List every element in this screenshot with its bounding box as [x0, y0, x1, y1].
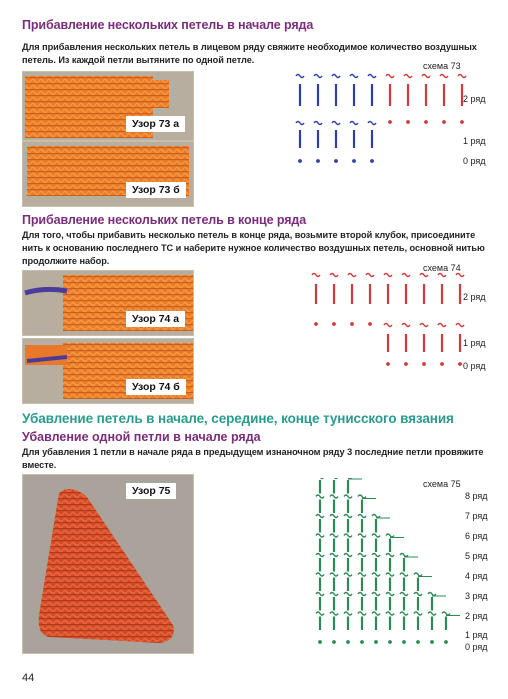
stitch-tilde [368, 122, 376, 125]
chain-dot [318, 640, 322, 644]
stitch-tilde [332, 122, 340, 125]
stitch-tilde [400, 573, 408, 576]
stitch-tilde [368, 75, 376, 78]
photo-74a-label: Узор 74 а [126, 311, 185, 327]
stitch-tilde [400, 612, 408, 615]
stitch-tilde [366, 274, 374, 277]
chain-dot [332, 322, 336, 326]
stitch-tilde [458, 75, 466, 78]
chain-dot [386, 362, 390, 366]
chain-dot [360, 640, 364, 644]
stitch-tilde [456, 324, 464, 327]
schema-73-label: схема 73 [423, 61, 461, 71]
stitch-tilde [400, 554, 408, 557]
stitch-tilde [358, 573, 366, 576]
stitch-tilde [372, 554, 380, 557]
photo-pattern-73a [22, 71, 194, 141]
stitch-tilde [314, 75, 322, 78]
chain-dot [350, 322, 354, 326]
chain-dot [442, 120, 446, 124]
chain-dot [314, 322, 318, 326]
stitch-tilde [350, 122, 358, 125]
schema-75-label: схема 75 [423, 479, 461, 489]
stitch-tilde [330, 593, 338, 596]
stitch-tilde [296, 122, 304, 125]
stitch-tilde [384, 274, 392, 277]
schema-75-diagram [300, 478, 470, 653]
stitch-tilde [316, 495, 324, 498]
stitch-tilde [316, 593, 324, 596]
photo-75-label: Узор 75 [126, 483, 176, 499]
chain-dot [416, 640, 420, 644]
stitch-tilde [358, 495, 366, 498]
stitch-tilde [440, 75, 448, 78]
stitch-tilde [316, 534, 324, 537]
stitch-tilde [372, 593, 380, 596]
stitch-tilde [438, 324, 446, 327]
photo-73b-label: Узор 73 б [126, 182, 186, 198]
section-2-heading: Прибавление нескольких петель в конце ряда [22, 213, 307, 227]
schema-73-row-2: 2 ряд [463, 94, 486, 104]
section-3-text: Для убавления 1 петли в начале ряда в предыдущем изнаночном ряду 3 последние петли провяжите вместе. [22, 447, 484, 470]
stitch-tilde [344, 612, 352, 615]
chain-dot [444, 640, 448, 644]
chain-dot [334, 159, 338, 163]
chain-dot [374, 640, 378, 644]
chain-dot [352, 159, 356, 163]
schema-74-label: схема 74 [423, 263, 461, 273]
stitch-tilde [316, 573, 324, 576]
stitch-tilde [330, 515, 338, 518]
chain-dot [316, 159, 320, 163]
chain-dot [368, 322, 372, 326]
stitch-tilde [386, 75, 394, 78]
chain-dot [388, 120, 392, 124]
stitch-tilde [344, 573, 352, 576]
photo-pattern-74a [22, 270, 194, 336]
stitch-tilde [358, 612, 366, 615]
stitch-tilde [384, 324, 392, 327]
stitch-tilde [316, 478, 324, 479]
schema-73-row-1: 1 ряд [463, 136, 486, 146]
stitch-tilde [330, 274, 338, 277]
stitch-tilde [414, 573, 422, 576]
chain-dot [430, 640, 434, 644]
knit-swatch-75 [23, 475, 194, 654]
stitch-tilde [358, 593, 366, 596]
stitch-tilde [438, 274, 446, 277]
stitch-tilde [344, 478, 352, 479]
stitch-tilde [422, 75, 430, 78]
schema-74-diagram [290, 262, 505, 377]
section-1-text: Для прибавления нескольких петель в лицевом ряду свяжите необходимое количество воздушных петель. Из каждой петли вытяните по одной петле. [22, 42, 477, 65]
stitch-tilde [386, 534, 394, 537]
schema-75-row-0: 0 ряд [465, 642, 488, 652]
stitch-tilde [316, 612, 324, 615]
schema-73-diagram [290, 60, 505, 170]
stitch-tilde [372, 612, 380, 615]
stitch-tilde [332, 75, 340, 78]
chain-dot [298, 159, 302, 163]
photo-74b-label: Узор 74 б [126, 379, 186, 395]
stitch-tilde [386, 612, 394, 615]
stitch-tilde [344, 515, 352, 518]
stitch-tilde [442, 612, 450, 615]
schema-74-row-2: 2 ряд [463, 292, 486, 302]
stitch-tilde [420, 324, 428, 327]
stitch-tilde [372, 534, 380, 537]
stitch-tilde [402, 324, 410, 327]
photo-73a-label: Узор 73 а [126, 116, 185, 132]
schema-75-row-7: 7 ряд [465, 511, 488, 521]
photo-pattern-73b [22, 141, 194, 207]
stitch-tilde [400, 593, 408, 596]
stitch-tilde [428, 612, 436, 615]
stitch-tilde [456, 274, 464, 277]
schema-75-row-8: 8 ряд [465, 491, 488, 501]
stitch-tilde [312, 274, 320, 277]
schema-75-row-2: 2 ряд [465, 611, 488, 621]
stitch-tilde [386, 554, 394, 557]
chain-dot [440, 362, 444, 366]
stitch-tilde [372, 573, 380, 576]
stitch-tilde [414, 593, 422, 596]
stitch-tilde [330, 478, 338, 479]
chain-dot [460, 120, 464, 124]
stitch-tilde [348, 274, 356, 277]
chain-dot [332, 640, 336, 644]
photo-pattern-75 [22, 474, 194, 654]
stitch-tilde [330, 534, 338, 537]
chain-dot [406, 120, 410, 124]
stitch-tilde [372, 515, 380, 518]
stitch-tilde [344, 534, 352, 537]
stitch-tilde [330, 554, 338, 557]
stitch-tilde [296, 75, 304, 78]
stitch-tilde [358, 534, 366, 537]
stitch-tilde [344, 495, 352, 498]
stitch-tilde [428, 593, 436, 596]
stitch-tilde [316, 554, 324, 557]
stitch-tilde [358, 515, 366, 518]
schema-75-row-5: 5 ряд [465, 551, 488, 561]
chain-dot [422, 362, 426, 366]
stitch-tilde [386, 593, 394, 596]
stitch-tilde [344, 554, 352, 557]
chain-dot [404, 362, 408, 366]
stitch-tilde [404, 75, 412, 78]
stitch-tilde [414, 612, 422, 615]
stitch-tilde [314, 122, 322, 125]
section-3-heading: Убавление петель в начале, середине, конце тунисского вязания [22, 411, 454, 426]
stitch-tilde [386, 573, 394, 576]
schema-74-row-0: 0 ряд [463, 361, 486, 371]
stitch-tilde [350, 75, 358, 78]
chain-dot [458, 362, 462, 366]
section-3-subheading: Убавление одной петли в начале ряда [22, 430, 261, 444]
schema-74-row-1: 1 ряд [463, 338, 486, 348]
schema-75-row-3: 3 ряд [465, 591, 488, 601]
chain-dot [388, 640, 392, 644]
schema-75-row-6: 6 ряд [465, 531, 488, 541]
chain-dot [424, 120, 428, 124]
schema-75-row-4: 4 ряд [465, 571, 488, 581]
stitch-tilde [344, 593, 352, 596]
stitch-tilde [330, 573, 338, 576]
chain-dot [370, 159, 374, 163]
section-1-heading: Прибавление нескольких петель в начале ряда [22, 18, 314, 32]
stitch-tilde [330, 612, 338, 615]
section-2-text: Для того, чтобы прибавить несколько петель в конце ряда, возьмите второй клубок, присоедините нить к основанию последнего ТС и наберите нужное количество воздушных петель, основной нитью продолжите набор. [22, 230, 485, 266]
schema-73-row-0: 0 ряд [463, 156, 486, 166]
stitch-tilde [330, 495, 338, 498]
stitch-tilde [358, 554, 366, 557]
stitch-tilde [402, 274, 410, 277]
schema-75-row-1: 1 ряд [465, 630, 488, 640]
stitch-tilde [316, 515, 324, 518]
page-number: 44 [22, 672, 35, 684]
photo-pattern-74b [22, 338, 194, 404]
stitch-tilde [420, 274, 428, 277]
chain-dot [346, 640, 350, 644]
chain-dot [402, 640, 406, 644]
